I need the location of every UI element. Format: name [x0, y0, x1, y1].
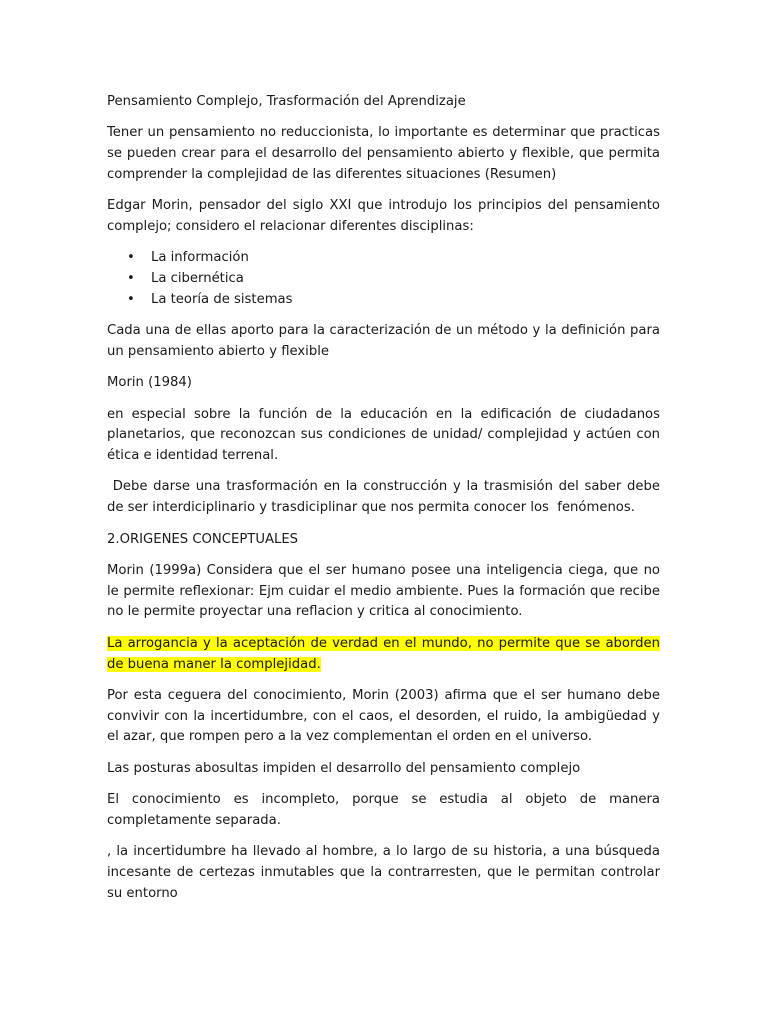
list-item: [107, 290, 660, 311]
bullet-icon: •: [127, 271, 135, 287]
bullet-icon: •: [127, 250, 135, 266]
paragraph-absolute-positions: Las posturas abosultas impiden el desarrollo del pensamiento complejo: [107, 760, 581, 776]
paragraph-uncertainty: Por esta ceguera del conocimiento, Morin (2003) afirma que el ser humano debe convivir con la incertidumbre, con el caos, el desorden, el ruido, la ambigüedad y el azar, que rompen pero a la vez complementan el orden en el universo.: [107, 687, 660, 745]
paragraph-transformation: Debe darse una trasformación en la construcción y la trasmisión del saber debe de ser interdiciplinario y trasdiciplinar que nos permita conocer los fenómenos.: [107, 479, 665, 516]
highlighted-text: La arrogancia y la aceptación de verdad en el mundo, no permite que se aborden de buena maner la complejidad.: [107, 635, 660, 672]
document-body: [107, 92, 665, 915]
paragraph-intro: Tener un pensamiento no reduccionista, lo importante es determinar que practicas se pueden crear para el desarrollo del pensamiento abierto y flexible, que permita comprender la complejidad de las diferentes situaciones (Resumen): [107, 125, 660, 182]
document-title: Pensamiento Complejo, Trasformación del Aprendizaje: [107, 94, 466, 109]
section-heading-origins: 2.ORIGENES CONCEPTUALES: [107, 531, 299, 547]
paragraph-method: Cada una de ellas aporto para la caracterización de un método y la definición para un pensamiento abierto y flexible: [107, 323, 660, 359]
paragraph-highlighted: [107, 634, 660, 676]
list-item-text: La teoría de sistemas: [151, 291, 293, 307]
paragraph-morin-principles: Edgar Morin, pensador del siglo XXI que introdujo los principios del pensamiento complejo; considero el relacionar diferentes disciplinas:: [107, 198, 660, 234]
paragraph-blind-intelligence: Morin (1999a) Considera que el ser humano posee una inteligencia ciega, que no le permite reflexionar: Ejm cuidar el medio ambiente. Pues la formación que recibe no le permite proyectar una reflacion y critica al conocimiento.: [107, 562, 660, 620]
paragraph-certainty-search: , la incertidumbre ha llevado al hombre, a lo largo de su historia, a una búsqueda incesante de certezas inmutables que la contrarresten, que le permitan controlar su entorno: [107, 844, 660, 901]
list-item: [107, 248, 660, 269]
citation-morin-1984: Morin (1984): [107, 375, 192, 391]
disciplines-list: [107, 248, 660, 310]
paragraph-incomplete-knowledge: El conocimiento es incompleto, porque se estudia al objeto de manera completamente separada.: [107, 792, 660, 828]
list-item-text: La información: [151, 250, 249, 266]
list-item-text: La cibernética: [151, 271, 244, 287]
list-item: [107, 269, 660, 290]
paragraph-education: en especial sobre la función de la educación en la edificación de ciudadanos planetarios, que reconozcan sus condiciones de unidad/ complejidad y actúen con ética e identidad terrenal.: [107, 406, 660, 464]
bullet-icon: •: [127, 291, 135, 307]
